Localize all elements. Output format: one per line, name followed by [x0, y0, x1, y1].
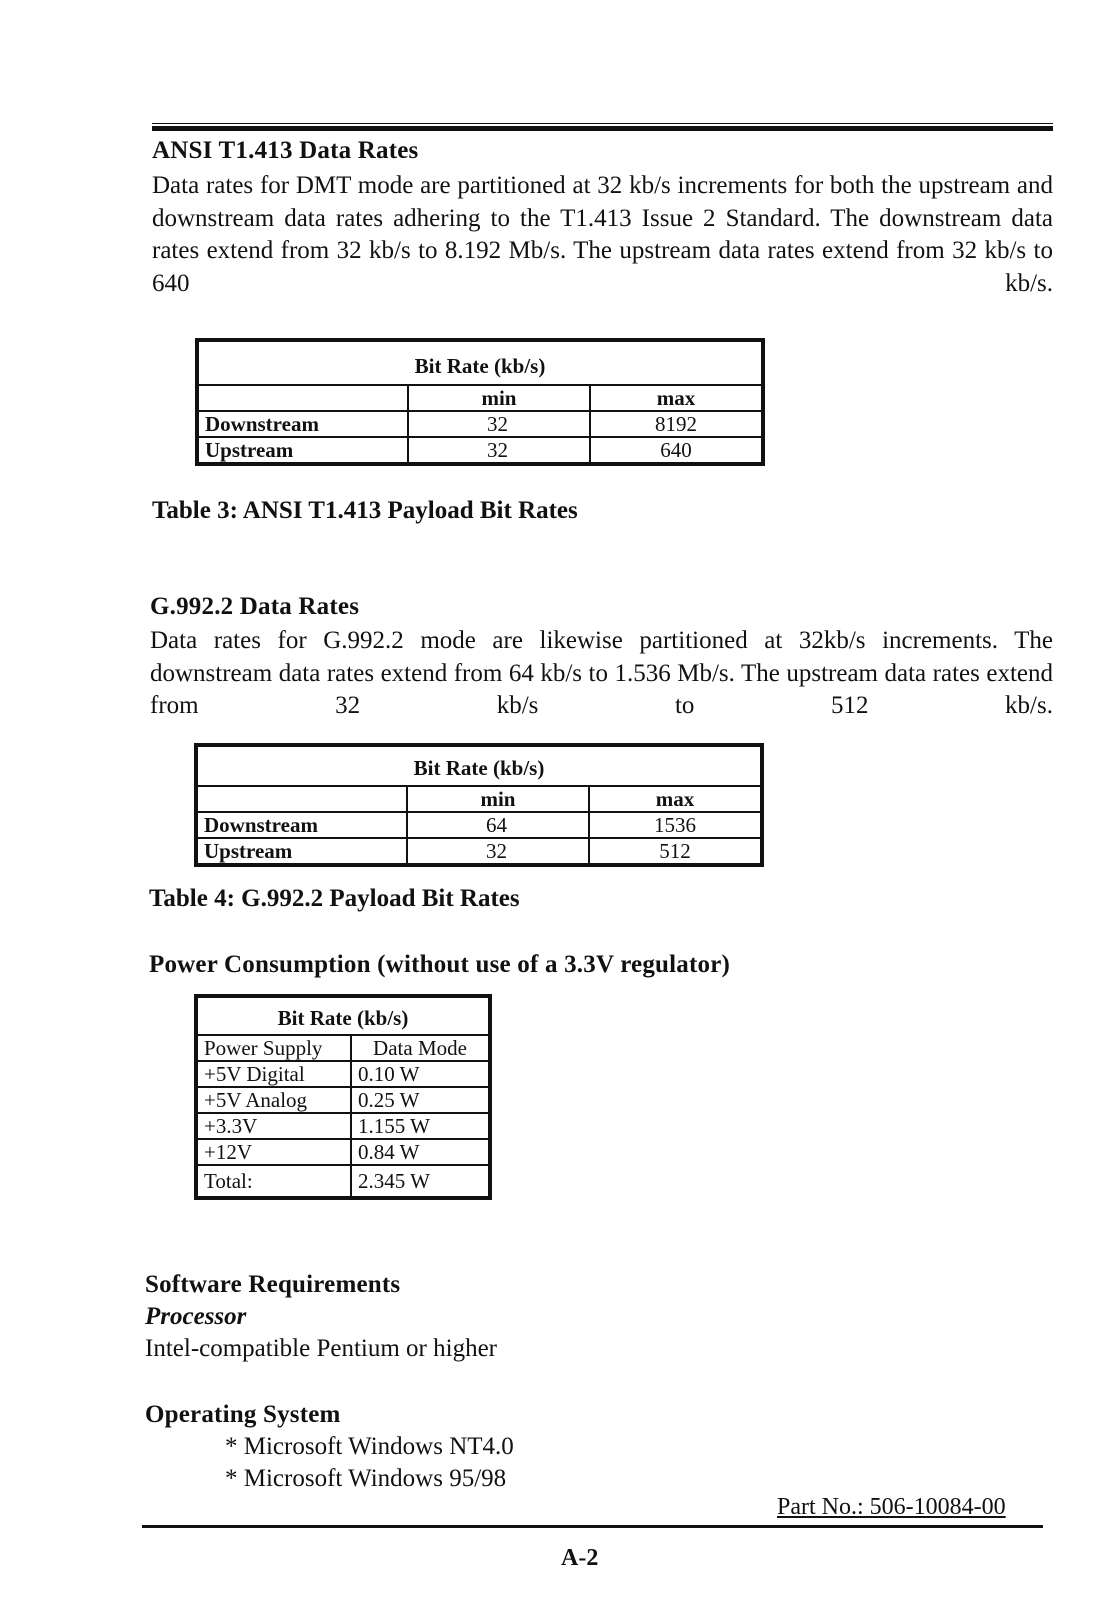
table-row: [197, 812, 761, 838]
table-row: [197, 1061, 489, 1087]
table-header: Bit Rate (kb/s): [198, 341, 762, 385]
table-row: [198, 411, 762, 437]
bottom-rule: [142, 1525, 1043, 1528]
column-header-mode: Data Mode: [351, 1035, 489, 1061]
cell-supply: +5V Analog: [197, 1087, 351, 1113]
cell-max: 1536: [589, 812, 761, 838]
cell-min: 32: [408, 411, 590, 437]
table-caption-4: Table 4: G.992.2 Payload Bit Rates: [149, 885, 520, 912]
cell-supply: +3.3V: [197, 1113, 351, 1139]
cell-min: 64: [407, 812, 589, 838]
table-power-consumption: [196, 996, 490, 1198]
table-ansi-bit-rates: [197, 340, 763, 464]
row-label: Upstream: [198, 437, 408, 463]
row-label: Upstream: [197, 838, 407, 864]
table-g9922-bit-rates: [196, 745, 762, 865]
cell-value: 2.345 W: [351, 1165, 489, 1197]
top-rule: [152, 126, 1053, 131]
column-header-supply: Power Supply: [197, 1035, 351, 1061]
paragraph-g9922: Data rates for G.992.2 mode are likewise partitioned at 32kb/s increments. The downstream data rates extend from 64 kb/s to 1.536 Mb/s. The upstream data rates extend from 32 kb/s to 512 kb/s.: [150, 627, 1053, 719]
cell-value: 0.84 W: [351, 1139, 489, 1165]
software-heading: Software Requirements: [145, 1271, 401, 1298]
table-header: Bit Rate (kb/s): [197, 997, 489, 1035]
section-heading-ansi: ANSI T1.413 Data Rates: [152, 137, 419, 164]
table-caption-3: Table 3: ANSI T1.413 Payload Bit Rates: [152, 497, 578, 524]
cell-min: 32: [408, 437, 590, 463]
table-row: [198, 437, 762, 463]
part-number: Part No.: 506-10084-00: [777, 1494, 1006, 1520]
column-header-min: min: [408, 385, 590, 411]
column-header-max: max: [589, 786, 761, 812]
processor-value: Intel-compatible Pentium or higher: [145, 1335, 497, 1362]
column-header-min: min: [407, 786, 589, 812]
cell-supply: +5V Digital: [197, 1061, 351, 1087]
table-empty-cell: [198, 385, 408, 411]
cell-max: 512: [589, 838, 761, 864]
cell-max: 640: [590, 437, 762, 463]
table-row: [197, 1139, 489, 1165]
cell-min: 32: [407, 838, 589, 864]
table-empty-cell: [197, 786, 407, 812]
processor-label: Processor: [145, 1303, 247, 1330]
row-label: Downstream: [197, 812, 407, 838]
cell-supply: +12V: [197, 1139, 351, 1165]
os-heading: Operating System: [145, 1401, 341, 1428]
table-header: Bit Rate (kb/s): [197, 746, 761, 786]
power-heading: Power Consumption (without use of a 3.3V regulator): [149, 951, 731, 978]
paragraph-ansi: Data rates for DMT mode are partitioned at 32 kb/s increments for both the upstream and downstream data rates adhering to the T1.413 Issue 2 Standard. The downstream data rates extend from 32 kb/s to 8.192 Mb/s. The upstream data rates extend from 32 kb/s to 640 kb/s.: [152, 172, 1053, 297]
section-heading-g9922: G.992.2 Data Rates: [150, 593, 360, 620]
row-label: Downstream: [198, 411, 408, 437]
table-row: [197, 1165, 489, 1197]
cell-value: 0.25 W: [351, 1087, 489, 1113]
cell-supply: Total:: [197, 1165, 351, 1197]
os-item: * Microsoft Windows 95/98: [225, 1465, 507, 1492]
table-row: [197, 1113, 489, 1139]
cell-value: 1.155 W: [351, 1113, 489, 1139]
cell-value: 0.10 W: [351, 1061, 489, 1087]
page-number: A-2: [561, 1545, 599, 1571]
os-item: * Microsoft Windows NT4.0: [225, 1433, 514, 1460]
cell-max: 8192: [590, 411, 762, 437]
column-header-max: max: [590, 385, 762, 411]
table-row: [197, 838, 761, 864]
table-row: [197, 1087, 489, 1113]
top-rule-thin: [152, 123, 1053, 124]
